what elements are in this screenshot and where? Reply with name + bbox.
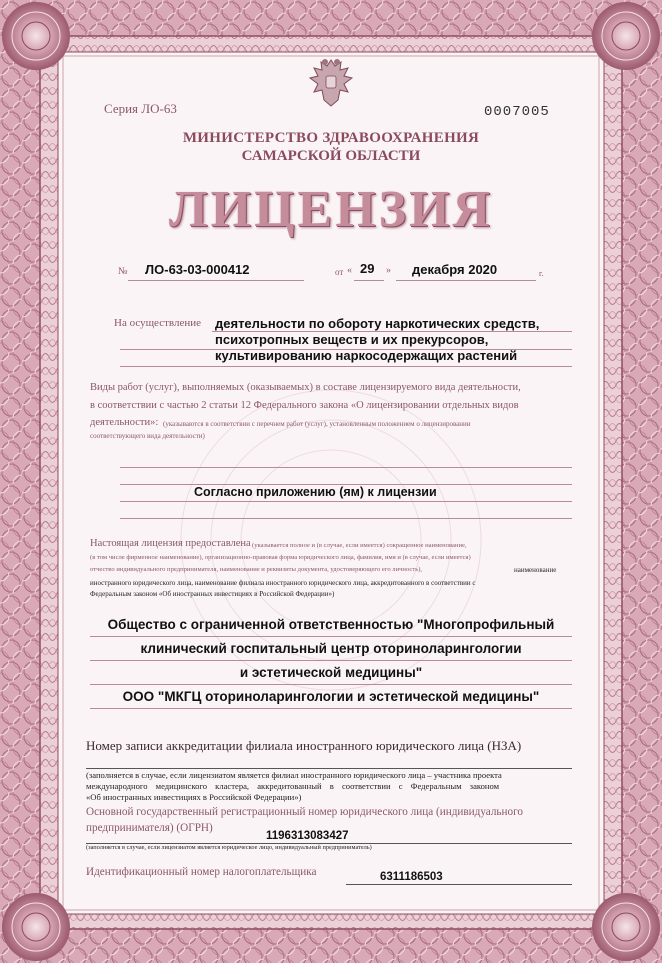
- coat-of-arms-icon: [306, 56, 356, 110]
- nza-note-3: «Об иностранных инвестициях в Российской Федерации»): [86, 792, 302, 802]
- works-line-3: деятельности»:: [90, 417, 159, 428]
- license-number: ЛО-63-03-000412: [145, 262, 250, 277]
- ogrn-note: (заполняется в случае, если лицензиатом является юридическое лицо, индивидуальный предприниматель): [86, 844, 372, 851]
- grantee-note-3b: наименование: [514, 566, 557, 574]
- nza-note-2: международного медицинского кластера, аккредитованный в соответствии с Федеральным законом: [86, 781, 500, 791]
- ogrn-label-1: Основной государственный регистрационный номер юридического лица (индивидуального: [86, 806, 524, 818]
- license-day: 29: [360, 261, 375, 276]
- grantee-note-3: отчество индивидуального предпринимателя, наименование и реквизиты документа, удостоверяющего его личность),: [90, 566, 423, 573]
- works-line-1: Виды работ (услуг), выполняемых (оказываемых) в составе лицензируемого вида деятельности,: [90, 382, 521, 393]
- number-sign: №: [118, 266, 128, 277]
- quote-open: «: [347, 265, 352, 276]
- ministry-line-2: САМАРСКОЙ ОБЛАСТИ: [241, 148, 421, 164]
- from-label: от: [335, 267, 344, 277]
- works-line-2: в соответствии с частью 2 статьи 12 Федерального закона «О лицензировании отдельных видов: [90, 400, 519, 411]
- document-number: 0007005: [484, 104, 550, 120]
- grantee-label: Настоящая лицензия предоставлена: [90, 538, 251, 549]
- quote-close: »: [386, 265, 391, 276]
- grantee-note-5: Федеральным законом «Об иностранных инвестициях в Российской Федерации»): [90, 590, 335, 598]
- grantee-name-3: и эстетической медицины": [239, 665, 423, 680]
- series-label: Серия ЛО-63: [104, 101, 177, 116]
- nza-label: Номер записи аккредитации филиала иностранного юридического лица (НЗА): [86, 738, 522, 753]
- inn-value: 6311186503: [380, 871, 443, 883]
- nza-note-1: (заполняется в случае, если лицензиатом является филиал иностранного юридического лица – участника проекта: [86, 770, 502, 780]
- license-month-year: декабря 2020: [412, 262, 498, 277]
- grantee-note-4: иностранного юридического лица, наименование филиала иностранного юридического лица, аккредитованного в соответствии с: [90, 579, 476, 587]
- grantee-note-1: (указывается полное и (в случае, если имеется) сокращенное наименование,: [252, 542, 467, 549]
- works-note-2: соответствующего вида деятельности): [90, 432, 205, 440]
- ministry-line-1: МИНИСТЕРСТВО ЗДРАВООХРАНЕНИЯ: [182, 130, 480, 146]
- ogrn-value: 1196313083427: [266, 830, 349, 842]
- inn-label: Идентификационный номер налогоплательщика: [86, 866, 317, 878]
- activity-line-3: культивированию наркосодержащих растений: [215, 348, 518, 363]
- grantee-short-name: ООО "МКГЦ оториноларингологии и эстетической медицины": [122, 689, 540, 704]
- works-note-1: (указываются в соответствии с перечнем работ (услуг), установленным положением о лицензировании: [163, 420, 471, 428]
- ogrn-label-2: предпринимателя) (ОГРН): [86, 822, 213, 834]
- year-suffix: г.: [539, 269, 544, 278]
- activity-label: На осуществление: [114, 317, 201, 329]
- activity-line-1: деятельности по обороту наркотических средств,: [215, 316, 540, 331]
- grantee-name-2: клинический госпитальный центр оториноларингологии: [140, 641, 522, 656]
- activity-line-2: психотропных веществ и их прекурсоров,: [215, 332, 489, 347]
- grantee-note-2: (в том числе фирменное наименование), организационно-правовая форма юридического лица, фамилия, имя и (в случае, если имеется): [90, 554, 471, 561]
- document-title: ЛИЦЕНЗИЯ: [168, 181, 494, 238]
- grantee-name-1: Общество с ограниченной ответственностью "Многопрофильный: [107, 617, 555, 632]
- works-value: Согласно приложению (ям) к лицензии: [194, 485, 437, 499]
